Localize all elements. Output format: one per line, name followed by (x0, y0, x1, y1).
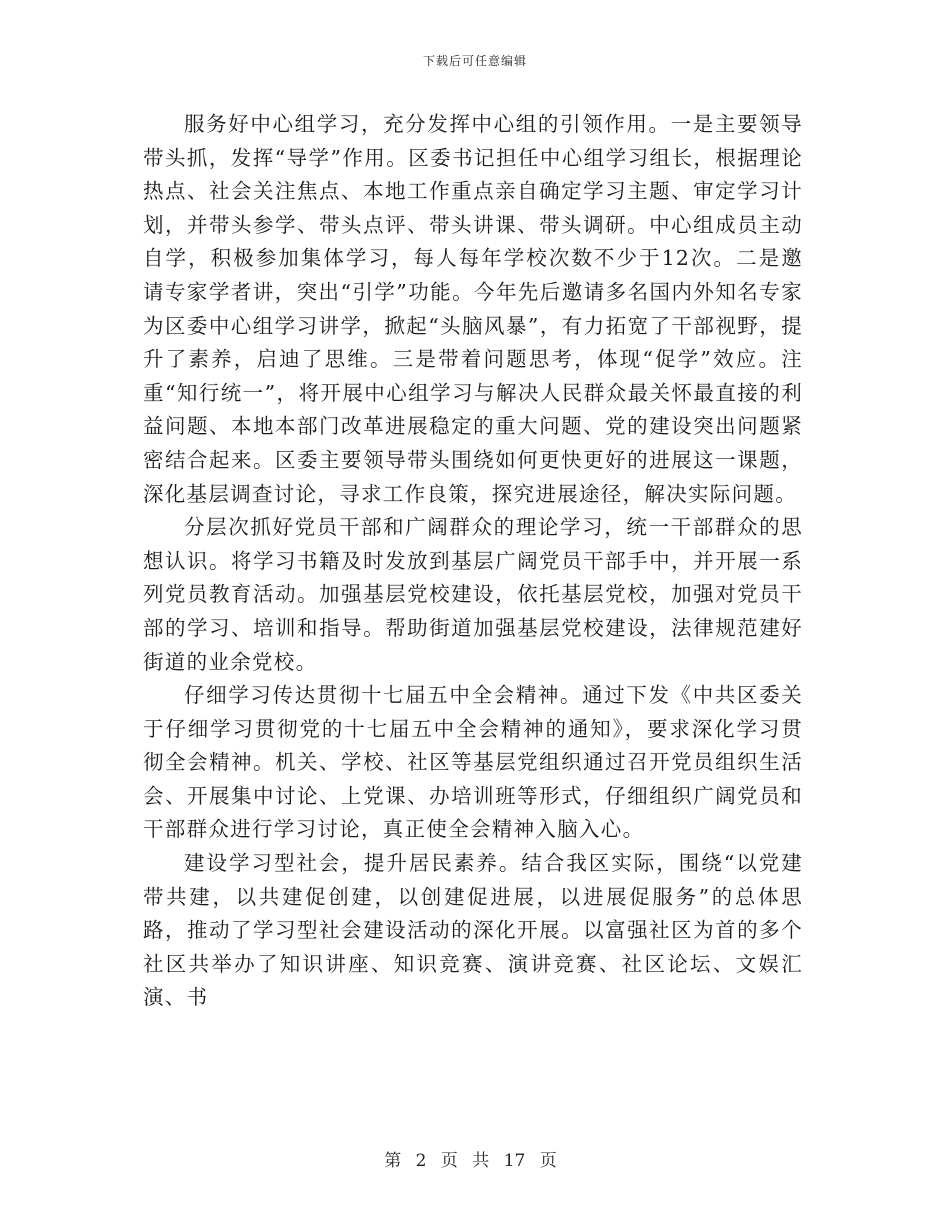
footer-page-prefix: 第 (384, 1151, 402, 1171)
paragraph-cadre-learning: 分层次抓好党员干部和广阔群众的理论学习，统一干部群众的思想认识。将学习书籍及时发放到基层广阔党员干部手中，并开展一系列党员教育活动。加强基层党校建设，依托基层党校，加强对党员干部的学习、培训和指导。帮助街道加强基层党校建设，法律规范建好街道的业余党校。 (143, 515, 803, 674)
footer-page-mid: 页 (440, 1151, 458, 1171)
footer-total-prefix: 共 (472, 1151, 490, 1171)
page-header-note: 下载后可任意编辑 (422, 54, 527, 68)
footer-page-number: 2 (415, 1151, 427, 1171)
paragraph-study-group: 服务好中心组学习，充分发挥中心组的引领作用。一是主要领导带头抓，发挥“导学”作用。区委书记担任中心组学习组长，根据理论热点、社会关注焦点、本地工作重点亲自确定学习主题、审定学习计划，并带头参学、带头点评、带头讲课、带头调研。中心组成员主动自学，积极参加集体学习，每人每年学校次数不少于12次。二是邀请专家学者讲，突出“引学”功能。今年先后邀请多名国内外知名专家为区委中心组学习讲学，掀起“头脑风暴”，有力拓宽了干部视野，提升了素养，启迪了思维。三是带着问题思考，体现“促学”效应。注重“知行统一”，将开展中心组学习与解决人民群众最关怀最直接的利益问题、本地本部门改革进展稳定的重大问题、党的建设突出问题紧密结合起来。区委主要领导带头围绕如何更快更好的进展这一课题，深化基层调查讨论，寻求工作良策，探究进展途径，解决实际问题。 (143, 112, 803, 506)
footer-total-suffix: 页 (539, 1151, 557, 1171)
footer-total-pages: 17 (503, 1151, 526, 1171)
page-footer (0, 1146, 950, 1171)
document-body (143, 108, 803, 1015)
paragraph-plenary-spirit: 仔细学习传达贯彻十七届五中全会精神。通过下发《中共区委关于仔细学习贯彻党的十七届五中全会精神的通知》，要求深化学习贯彻全会精神。机关、学校、社区等基层党组织通过召开党员组织生活会、开展集中讨论、上党课、办培训班等形式，仔细组织广阔党员和干部群众进行学习讨论，真正使全会精神入脑入心。 (143, 683, 803, 842)
paragraph-learning-society: 建设学习型社会，提升居民素养。结合我区实际，围绕“以党建带共建，以共建促创建，以创建促进展，以进展促服务”的总体思路，推动了学习型社会建设活动的深化开展。以富强社区为首的多个社区共举办了知识讲座、知识竞赛、演讲竞赛、社区论坛、文娱汇演、书 (143, 851, 803, 1010)
